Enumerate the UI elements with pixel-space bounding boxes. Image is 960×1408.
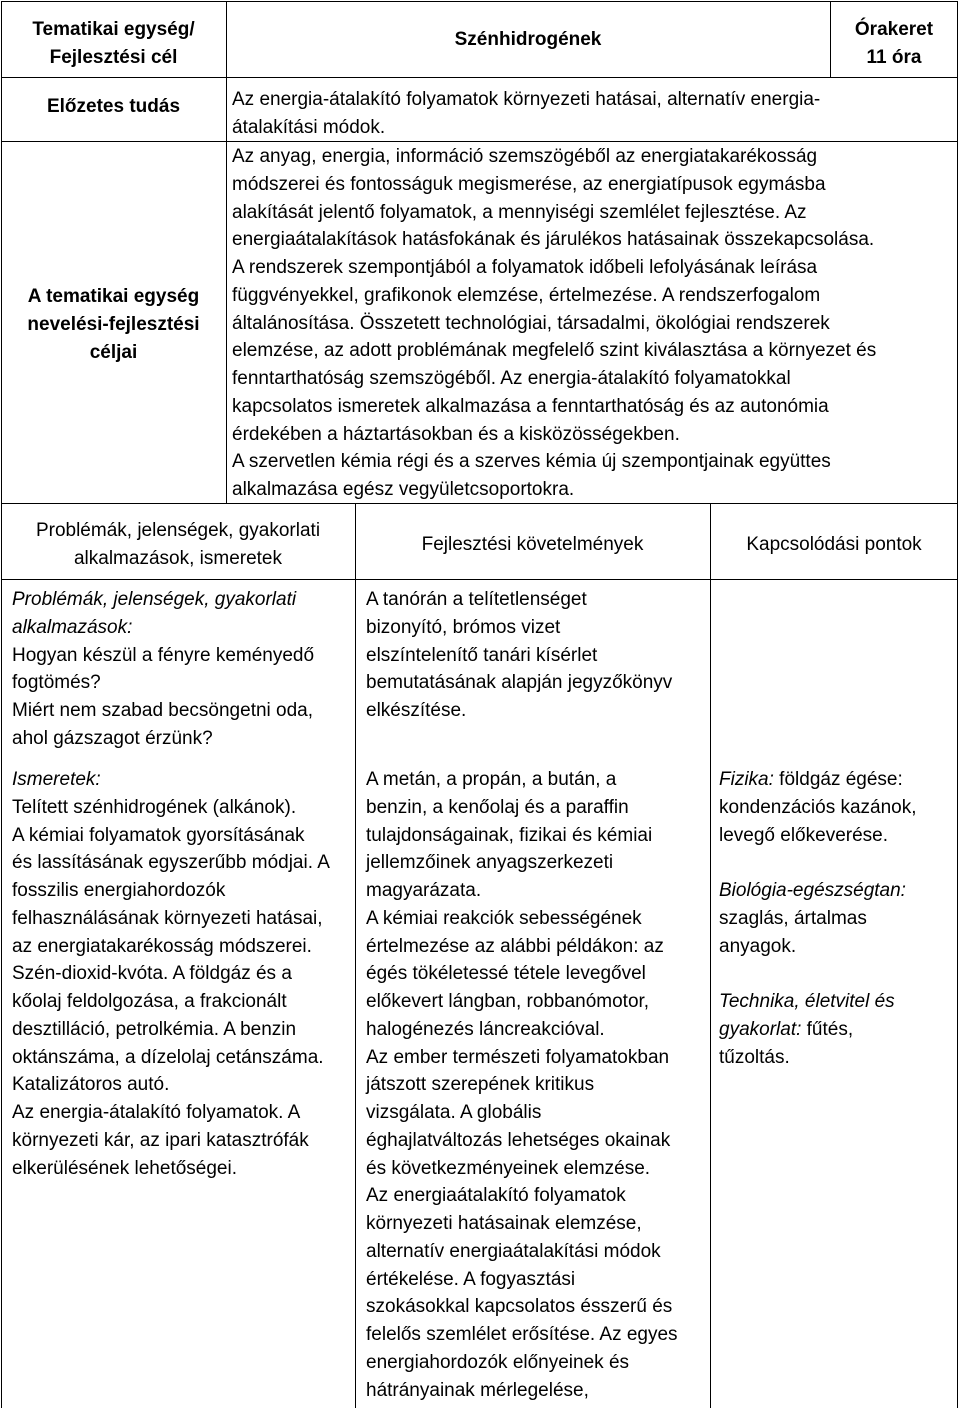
requirements-column-header: Fejlesztési követelmények	[421, 534, 644, 555]
knowledge-line: környezeti kár, az ipari katasztrófák	[12, 1129, 309, 1151]
knowledge-line: A kémiai folyamatok gyorsításának	[12, 824, 305, 846]
goals-text-line: általánosítása. Összetett technológiai, társadalmi, ökológiai rendszerek	[232, 312, 830, 334]
hours-label: Órakeret	[854, 19, 934, 40]
requirements-line: vizsgálata. A globális	[366, 1102, 542, 1123]
connections-line	[719, 766, 917, 794]
knowledge-line: és lassításának egyszerűbb módjai. A	[12, 852, 330, 874]
goals-text-line: érdekében a háztartásokban és a kisközösségekben.	[232, 423, 680, 445]
requirements-line: magyarázata.	[366, 880, 482, 901]
requirements-line: A kémiai reakciók sebességének	[366, 907, 642, 929]
knowledge-line: Katalizátoros autó.	[12, 1074, 170, 1096]
knowledge-line: Az energia-átalakító folyamatok. A	[12, 1102, 301, 1123]
goals-text-line: módszerei és fontosságuk megismerése, az energiatípusok egymásba	[232, 173, 826, 195]
column-divider	[226, 1, 227, 503]
knowledge-paragraph	[12, 766, 330, 1182]
requirements-line: elkészítése.	[366, 700, 467, 721]
requirements-line: égés tökéletessé tétele levegővel	[366, 963, 646, 985]
knowledge-line: elkerülésének lehetőségei.	[12, 1157, 237, 1179]
requirements-line: halogénezés láncreakcióval.	[366, 1018, 605, 1040]
requirements-line: A tanórán a telítetlenséget	[366, 589, 587, 610]
requirements-line: jellemzőinek anyagszerkezeti	[366, 852, 614, 874]
connections-line: tűzoltás.	[719, 1046, 790, 1068]
goals-text-line: energiaátalakítások hatásfokának és járulékos hatásainak összekapcsolása.	[232, 229, 875, 251]
goals-text-line: kapcsolatos ismeretek alkalmazása a fenntarthatóság és az autonómia	[232, 395, 829, 417]
requirements-line: éghajlatváltozás lehetséges okainak	[366, 1129, 671, 1151]
goals-text-line: alkalmazása egész vegyületcsoportokra.	[232, 479, 575, 500]
connections-line: levegő előkeverése.	[719, 824, 888, 846]
hours-box	[830, 16, 958, 72]
goals-label-line: A tematikai egység	[27, 286, 200, 307]
knowledge-line: felhasználásának környezeti hatásai,	[12, 907, 323, 929]
row-divider	[1, 579, 958, 580]
problems-line: ahol gázszagot érzünk?	[12, 727, 213, 749]
requirements-line: energiahordozók előnyeinek és	[366, 1351, 630, 1373]
goals-label-line: céljai	[89, 341, 138, 363]
requirements-line: játszott szerepének kritikus	[366, 1074, 595, 1096]
topic-title: Szénhidrogének	[454, 29, 602, 50]
requirements-line: előkevert lángban, robbanómotor,	[366, 991, 650, 1012]
requirements-line: elszíntelenítő tanári kísérlet	[366, 644, 598, 666]
column-divider	[710, 503, 711, 1408]
goals-text-line: fenntarthatóság szemszögéből. Az energia-átalakító folyamatokkal	[232, 368, 791, 389]
problems-paragraph	[12, 586, 314, 753]
row-divider	[1, 77, 958, 78]
goals-text-line: alakítását jelentő folyamatok, a mennyiségi szemlélet fejlesztése. Az	[232, 201, 807, 223]
connections-line	[719, 988, 895, 1016]
prior-knowledge-text	[232, 86, 820, 142]
topic-label-line: Tematikai egység/	[32, 19, 195, 40]
goals-text-line: A rendszerek szempontjából a folyamatok időbeli lefolyásának leírása	[232, 257, 818, 278]
table-border-top	[1, 1, 958, 2]
requirements-line: alternatív energiaátalakítási módok	[366, 1240, 661, 1262]
requirements-line: felelős szemlélet erősítése. Az egyes	[366, 1324, 678, 1345]
topic-label	[1, 16, 226, 72]
connections-line	[719, 1016, 895, 1044]
topic-label-line: Fejlesztési cél	[49, 47, 178, 68]
table-border-left	[1, 1, 2, 1408]
requirements-line: benzin, a kenőolaj és a paraffin	[366, 796, 629, 818]
requirements-paragraph	[366, 766, 678, 1404]
problems-line	[12, 586, 314, 614]
requirements-line: környezeti hatásainak elemzése,	[366, 1213, 642, 1234]
requirements-line: bemutatásának alapján jegyzőkönyv	[366, 672, 673, 694]
requirements-line: értékelése. A fogyasztási	[366, 1268, 576, 1290]
knowledge-line: Szén-dioxid-kvóta. A földgáz és a	[12, 963, 292, 985]
requirements-line: és következményeinek elemzése.	[366, 1157, 651, 1179]
hours-value: 11 óra	[866, 47, 922, 68]
emphasis-label: Technika, életvitel és	[719, 991, 895, 1012]
requirements-line: A metán, a propán, a bután, a	[366, 769, 617, 790]
connections-line: szaglás, ártalmas	[719, 907, 867, 929]
emphasis-label: gyakorlat:	[719, 1018, 802, 1040]
problems-header-line: Problémák, jelenségek, gyakorlati	[35, 520, 321, 541]
knowledge-line	[12, 766, 330, 794]
problems-line: Miért nem szabad becsöngetni oda,	[12, 700, 314, 721]
knowledge-line: desztilláció, petrolkémia. A benzin	[12, 1018, 297, 1040]
prior-knowledge-line: átalakítási módok.	[232, 116, 386, 138]
connections-line: anyagok.	[719, 935, 797, 957]
emphasis-label: Fizika:	[719, 769, 774, 790]
requirements-line: hátrányainak mérlegelése,	[366, 1379, 589, 1401]
knowledge-line: Telített szénhidrogének (alkánok).	[12, 796, 297, 818]
requirements-line: Az energiaátalakító folyamatok	[366, 1185, 626, 1207]
goals-text	[232, 143, 876, 504]
requirements-line: Az ember természeti folyamatokban	[366, 1046, 670, 1068]
problems-column-header	[1, 517, 355, 573]
goals-text-line: függvényekkel, grafikonok elemzése, értelmezése. A rendszerfogalom	[232, 284, 821, 306]
knowledge-line: fosszilis energiahordozók	[12, 880, 226, 901]
problems-line	[12, 614, 314, 642]
column-divider	[355, 503, 356, 1408]
requirements-paragraph	[366, 586, 672, 725]
requirements-line: tulajdonságainak, fizikai és kémiai	[366, 824, 653, 846]
requirements-line: bizonyító, brómos vizet	[366, 616, 561, 638]
prior-knowledge-line: Az energia-átalakító folyamatok környezeti hatásai, alternatív energia-	[232, 89, 821, 110]
connections-line: kondenzációs kazánok,	[719, 796, 917, 818]
connection-technology	[719, 988, 895, 1071]
goals-text-line: Az anyag, energia, információ szemszögéből az energiatakarékosság	[232, 146, 818, 167]
goals-label	[1, 283, 226, 366]
goals-text-line: elemzése, az adott problémának megfelelő szint kiválasztása a környezet és	[232, 340, 877, 362]
goals-text-line: A szervetlen kémia régi és a szerves kémia új szempontjainak együttes	[232, 451, 831, 473]
requirements-line: értelmezése az alábbi példákon: az	[366, 935, 664, 957]
line-text: fűtés,	[801, 1018, 854, 1040]
problems-header-line: alkalmazások, ismeretek	[73, 548, 283, 569]
line-text: földgáz égése:	[773, 769, 903, 790]
connection-physics	[719, 766, 917, 849]
emphasis-label: Ismeretek:	[12, 769, 101, 790]
knowledge-line: kőolaj feldolgozása, a frakcionált	[12, 991, 287, 1012]
knowledge-line: oktánszáma, a dízelolaj cetánszáma.	[12, 1046, 324, 1068]
table-border-right	[957, 1, 958, 1408]
goals-label-line: nevelési-fejlesztési	[27, 313, 200, 335]
requirements-line: szokásokkal kapcsolatos ésszerű és	[366, 1296, 673, 1318]
prior-knowledge-label: Előzetes tudás	[46, 96, 181, 117]
connections-column-header: Kapcsolódási pontok	[746, 534, 922, 555]
knowledge-line: az energiatakarékosság módszerei.	[12, 935, 312, 957]
connections-line	[719, 877, 906, 905]
problems-line: fogtömés?	[12, 672, 101, 694]
emphasis-label: alkalmazások:	[12, 616, 133, 638]
problems-line: Hogyan készül a fényre keményedő	[12, 644, 315, 666]
emphasis-label: Problémák, jelenségek, gyakorlati	[12, 589, 297, 610]
connection-biology	[719, 877, 906, 960]
emphasis-label: Biológia-egészségtan:	[719, 880, 906, 901]
